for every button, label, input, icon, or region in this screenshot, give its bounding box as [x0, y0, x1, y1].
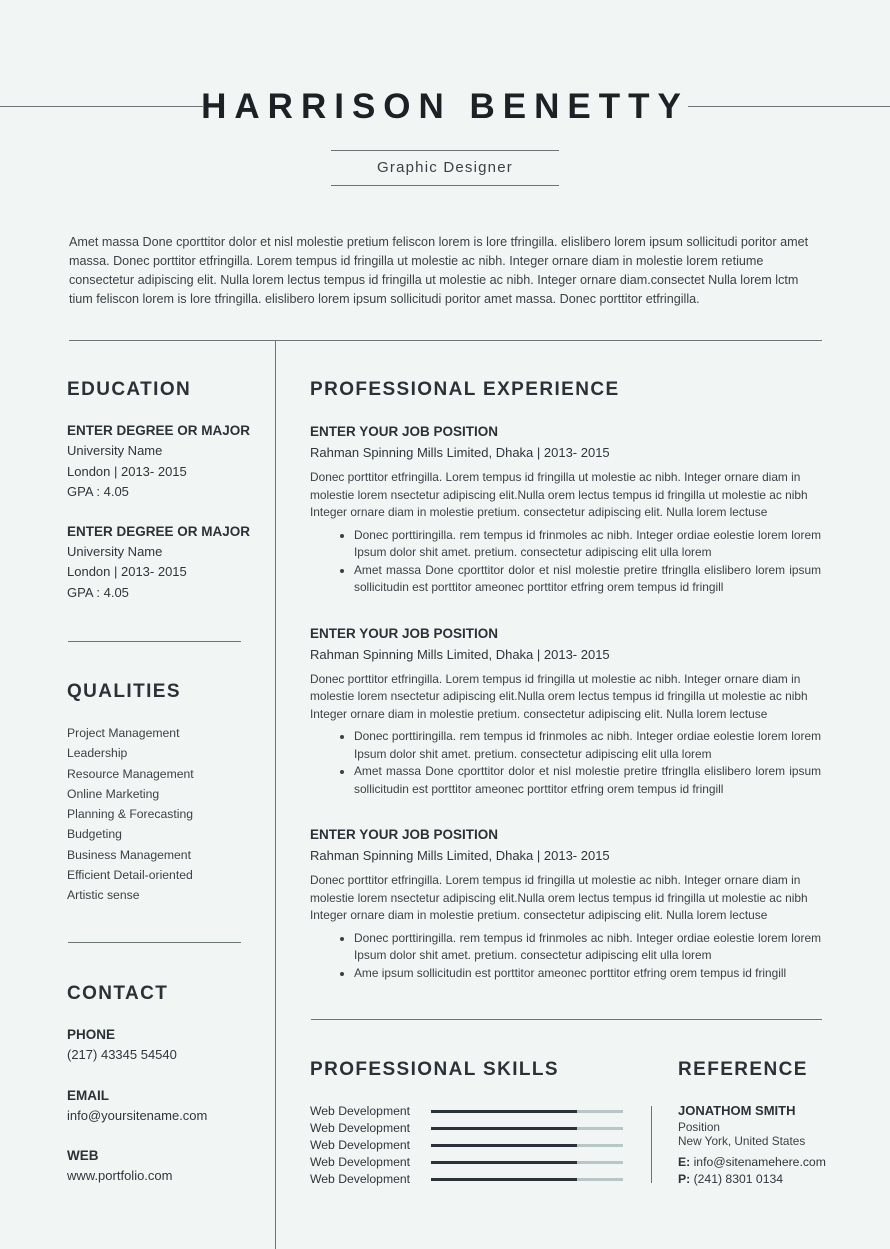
degree-title: ENTER DEGREE OR MAJOR: [67, 523, 251, 539]
reference-email-label: E:: [678, 1155, 691, 1169]
skill-name: Web Development: [310, 1121, 411, 1135]
job-entry: [310, 624, 821, 799]
reference-phone-label: P:: [678, 1172, 691, 1186]
job-position: ENTER YOUR JOB POSITION: [310, 625, 499, 641]
profile-summary: Amet massa Done cporttitor dolor et nisl molestie pretium feliscon lorem is lore tfringilla. elislibero lorem ipsum sollicitudi poritor amet massa. Donec porttitor etfringilla. Lorem tempus id fringilla ut molestie ac nibh. Integer ornare diam in molestie lorem retiume consectetur adipiscing elit. Nulla lorem lectus tempus id fringilla ut molestie ac nibh. Integer ornare diam.consectet Nulla lorem lctm tium feliscon lorem is lore tfringilla. elislibero lorem ipsum sollicitudi poritor amet massa. Donec porttitor etfringilla.: [69, 235, 809, 306]
job-entry: [310, 825, 821, 982]
skill-name: Web Development: [310, 1155, 411, 1169]
skill-bar-fill: [431, 1161, 577, 1164]
phone-number: (217) 43345 54540: [67, 1047, 177, 1062]
skill-bar-fill: [431, 1110, 577, 1113]
quality-item: Efficient Detail-oriented: [67, 868, 193, 883]
skill-name: Web Development: [310, 1138, 411, 1152]
education-heading: EDUCATION: [67, 379, 192, 400]
quality-item: Artistic sense: [67, 888, 140, 903]
skills-heading: PROFESSIONAL SKILLS: [310, 1059, 559, 1080]
qualities-list: [67, 723, 267, 906]
education-gpa: GPA : 4.05: [67, 484, 129, 499]
job-company: Rahman Spinning Mills Limited, Dhaka | 2013- 2015: [310, 848, 610, 863]
university-name: University Name: [67, 443, 163, 458]
job-bullet-list: [310, 527, 821, 597]
skill-row: [310, 1154, 630, 1171]
skill-row: [310, 1120, 630, 1137]
education-entry: [67, 522, 267, 604]
title-rule-top: [331, 150, 559, 151]
reference-location: New York, United States: [678, 1134, 806, 1148]
job-bullet-list: [310, 930, 821, 983]
experience-heading: PROFESSIONAL EXPERIENCE: [310, 379, 620, 400]
title-rule-bottom: [331, 185, 559, 186]
job-position: ENTER YOUR JOB POSITION: [310, 424, 499, 439]
skill-bar-fill: [431, 1178, 577, 1181]
job-description: Donec porttitor etfringilla. Lorem tempus id fringilla ut molestie ac nibh. Integer ornare diam in molestie lorem nsectetur adipiscing elit.Nulla orem lectus tempus id fringilla ut molestie ac nibh Integer ornare diam in molestie pretium. consectetur adipiscing elit. Nulla lorem lectuse: [310, 470, 808, 519]
skill-bar-track: [431, 1127, 623, 1130]
education-entry: [67, 421, 267, 503]
job-bullet: • Ame ipsum sollicitudin est porttitor ameonec porttitor etfring orem tempus id fringill: [354, 965, 821, 983]
left-divider-2: [68, 942, 241, 943]
summary-divider: [69, 340, 822, 341]
email-label: EMAIL: [67, 1087, 109, 1103]
skill-row: [310, 1137, 630, 1154]
quality-item: Project Management: [67, 726, 180, 740]
skill-bar-fill: [431, 1144, 577, 1147]
reference-position: Position: [678, 1120, 720, 1134]
job-entry: [310, 422, 821, 597]
job-description: Donec porttitor etfringilla. Lorem tempus id fringilla ut molestie ac nibh. Integer ornare diam in molestie lorem nsectetur adipiscing elit.Nulla orem lectus tempus id fringilla ut molestie ac nibh Integer ornare diam in molestie pretium. consectetur adipiscing elit. Nulla lorem lectuse: [310, 671, 808, 721]
education-section: [67, 378, 267, 603]
web-label: WEB: [67, 1148, 99, 1163]
university-name: University Name: [67, 543, 163, 559]
skill-bar-track: [431, 1110, 623, 1113]
job-bullet: • Donec porttiringilla. rem tempus id frinmoles ac nibh. Integer ordiae eolestie lorem lorem Ipsum dolor shit amet. pretium. consectetur adipiscing elit ulla lorem: [354, 728, 821, 763]
skill-bar-track: [431, 1144, 623, 1147]
job-company: Rahman Spinning Mills Limited, Dhaka | 2013- 2015: [310, 445, 610, 460]
skill-name: Web Development: [310, 1172, 411, 1186]
reference-block: [678, 1102, 878, 1188]
contact-section: [67, 982, 267, 1187]
job-bullet: • Amet massa Done cporttitor dolor et nisl molestie pretire tfringlla elislibero lorem ipsum sollicitudin est porttitor ameonec porttitor etfring orem tempus id fringill: [354, 763, 821, 798]
skill-row: [310, 1171, 630, 1188]
reference-phone: [678, 1171, 878, 1188]
skill-name: Web Development: [310, 1104, 411, 1118]
job-bullet: • Donec porttiringilla. rem tempus id frinmoles ac nibh. Integer ordiae eolestie lorem lorem Ipsum dolor shit amet. pretium. consectetur adipiscing elit ulla lorem: [354, 527, 821, 562]
experience-section: [310, 378, 821, 982]
job-company: Rahman Spinning Mills Limited, Dhaka | 2013- 2015: [310, 646, 610, 662]
experience-divider: [311, 1019, 822, 1020]
phone-label: PHONE: [67, 1027, 116, 1042]
education-place-dates: London | 2013- 2015: [67, 564, 187, 579]
column-divider: [275, 341, 276, 1249]
reference-phone-value: (241) 8301 0134: [693, 1172, 784, 1186]
reference-email: [678, 1154, 878, 1171]
job-title-subtitle: Graphic Designer: [377, 159, 513, 176]
education-gpa: GPA : 4.05: [67, 584, 129, 600]
reference-email-value: info@sitenamehere.com: [693, 1155, 826, 1169]
skill-bar-fill: [431, 1127, 577, 1130]
candidate-name: HARRISON BENETTY: [201, 87, 689, 126]
job-bullet: • Amet massa Done cporttitor dolor et nisl molestie pretire tfringlla elislibero lorem ipsum sollicitudin est porttitor ameonec porttitor etfring orem tempus id fringill: [354, 562, 821, 597]
quality-item: Online Marketing: [67, 786, 160, 801]
skill-row: [310, 1103, 630, 1120]
job-description: Donec porttitor etfringilla. Lorem tempus id fringilla ut molestie ac nibh. Integer ornare diam in molestie lorem nsectetur adipiscing elit.Nulla orem lectus tempus id fringilla ut molestie ac nibh Integer ornare diam in molestie pretium. consectetur adipiscing elit. Nulla lorem lectuse: [310, 873, 808, 922]
education-place-dates: London | 2013- 2015: [67, 463, 187, 479]
qualities-heading: QUALITIES: [67, 681, 181, 702]
quality-item: Planning & Forecasting: [67, 807, 194, 822]
quality-item: Resource Management: [67, 766, 194, 781]
quality-item: Leadership: [67, 746, 128, 761]
degree-title: ENTER DEGREE OR MAJOR: [67, 423, 251, 438]
job-bullet: • Donec porttiringilla. rem tempus id frinmoles ac nibh. Integer ordiae eolestie lorem lorem Ipsum dolor shit amet. pretium. consectetur adipiscing elit ulla lorem: [354, 930, 821, 965]
contact-heading: CONTACT: [67, 983, 169, 1004]
skill-bar-track: [431, 1178, 623, 1181]
quality-item: Business Management: [67, 847, 191, 862]
reference-heading: REFERENCE: [678, 1059, 808, 1080]
left-divider-1: [68, 641, 241, 642]
reference-divider: [651, 1106, 652, 1183]
email-address: info@yoursitename.com: [67, 1107, 208, 1123]
reference-name: JONATHOM SMITH: [678, 1103, 796, 1118]
skill-bar-track: [431, 1161, 623, 1164]
job-position: ENTER YOUR JOB POSITION: [310, 827, 499, 842]
quality-item: Budgeting: [67, 827, 122, 842]
qualities-section: [67, 680, 267, 906]
web-address: www.portfolio.com: [67, 1168, 173, 1183]
job-bullet-list: [310, 728, 821, 798]
